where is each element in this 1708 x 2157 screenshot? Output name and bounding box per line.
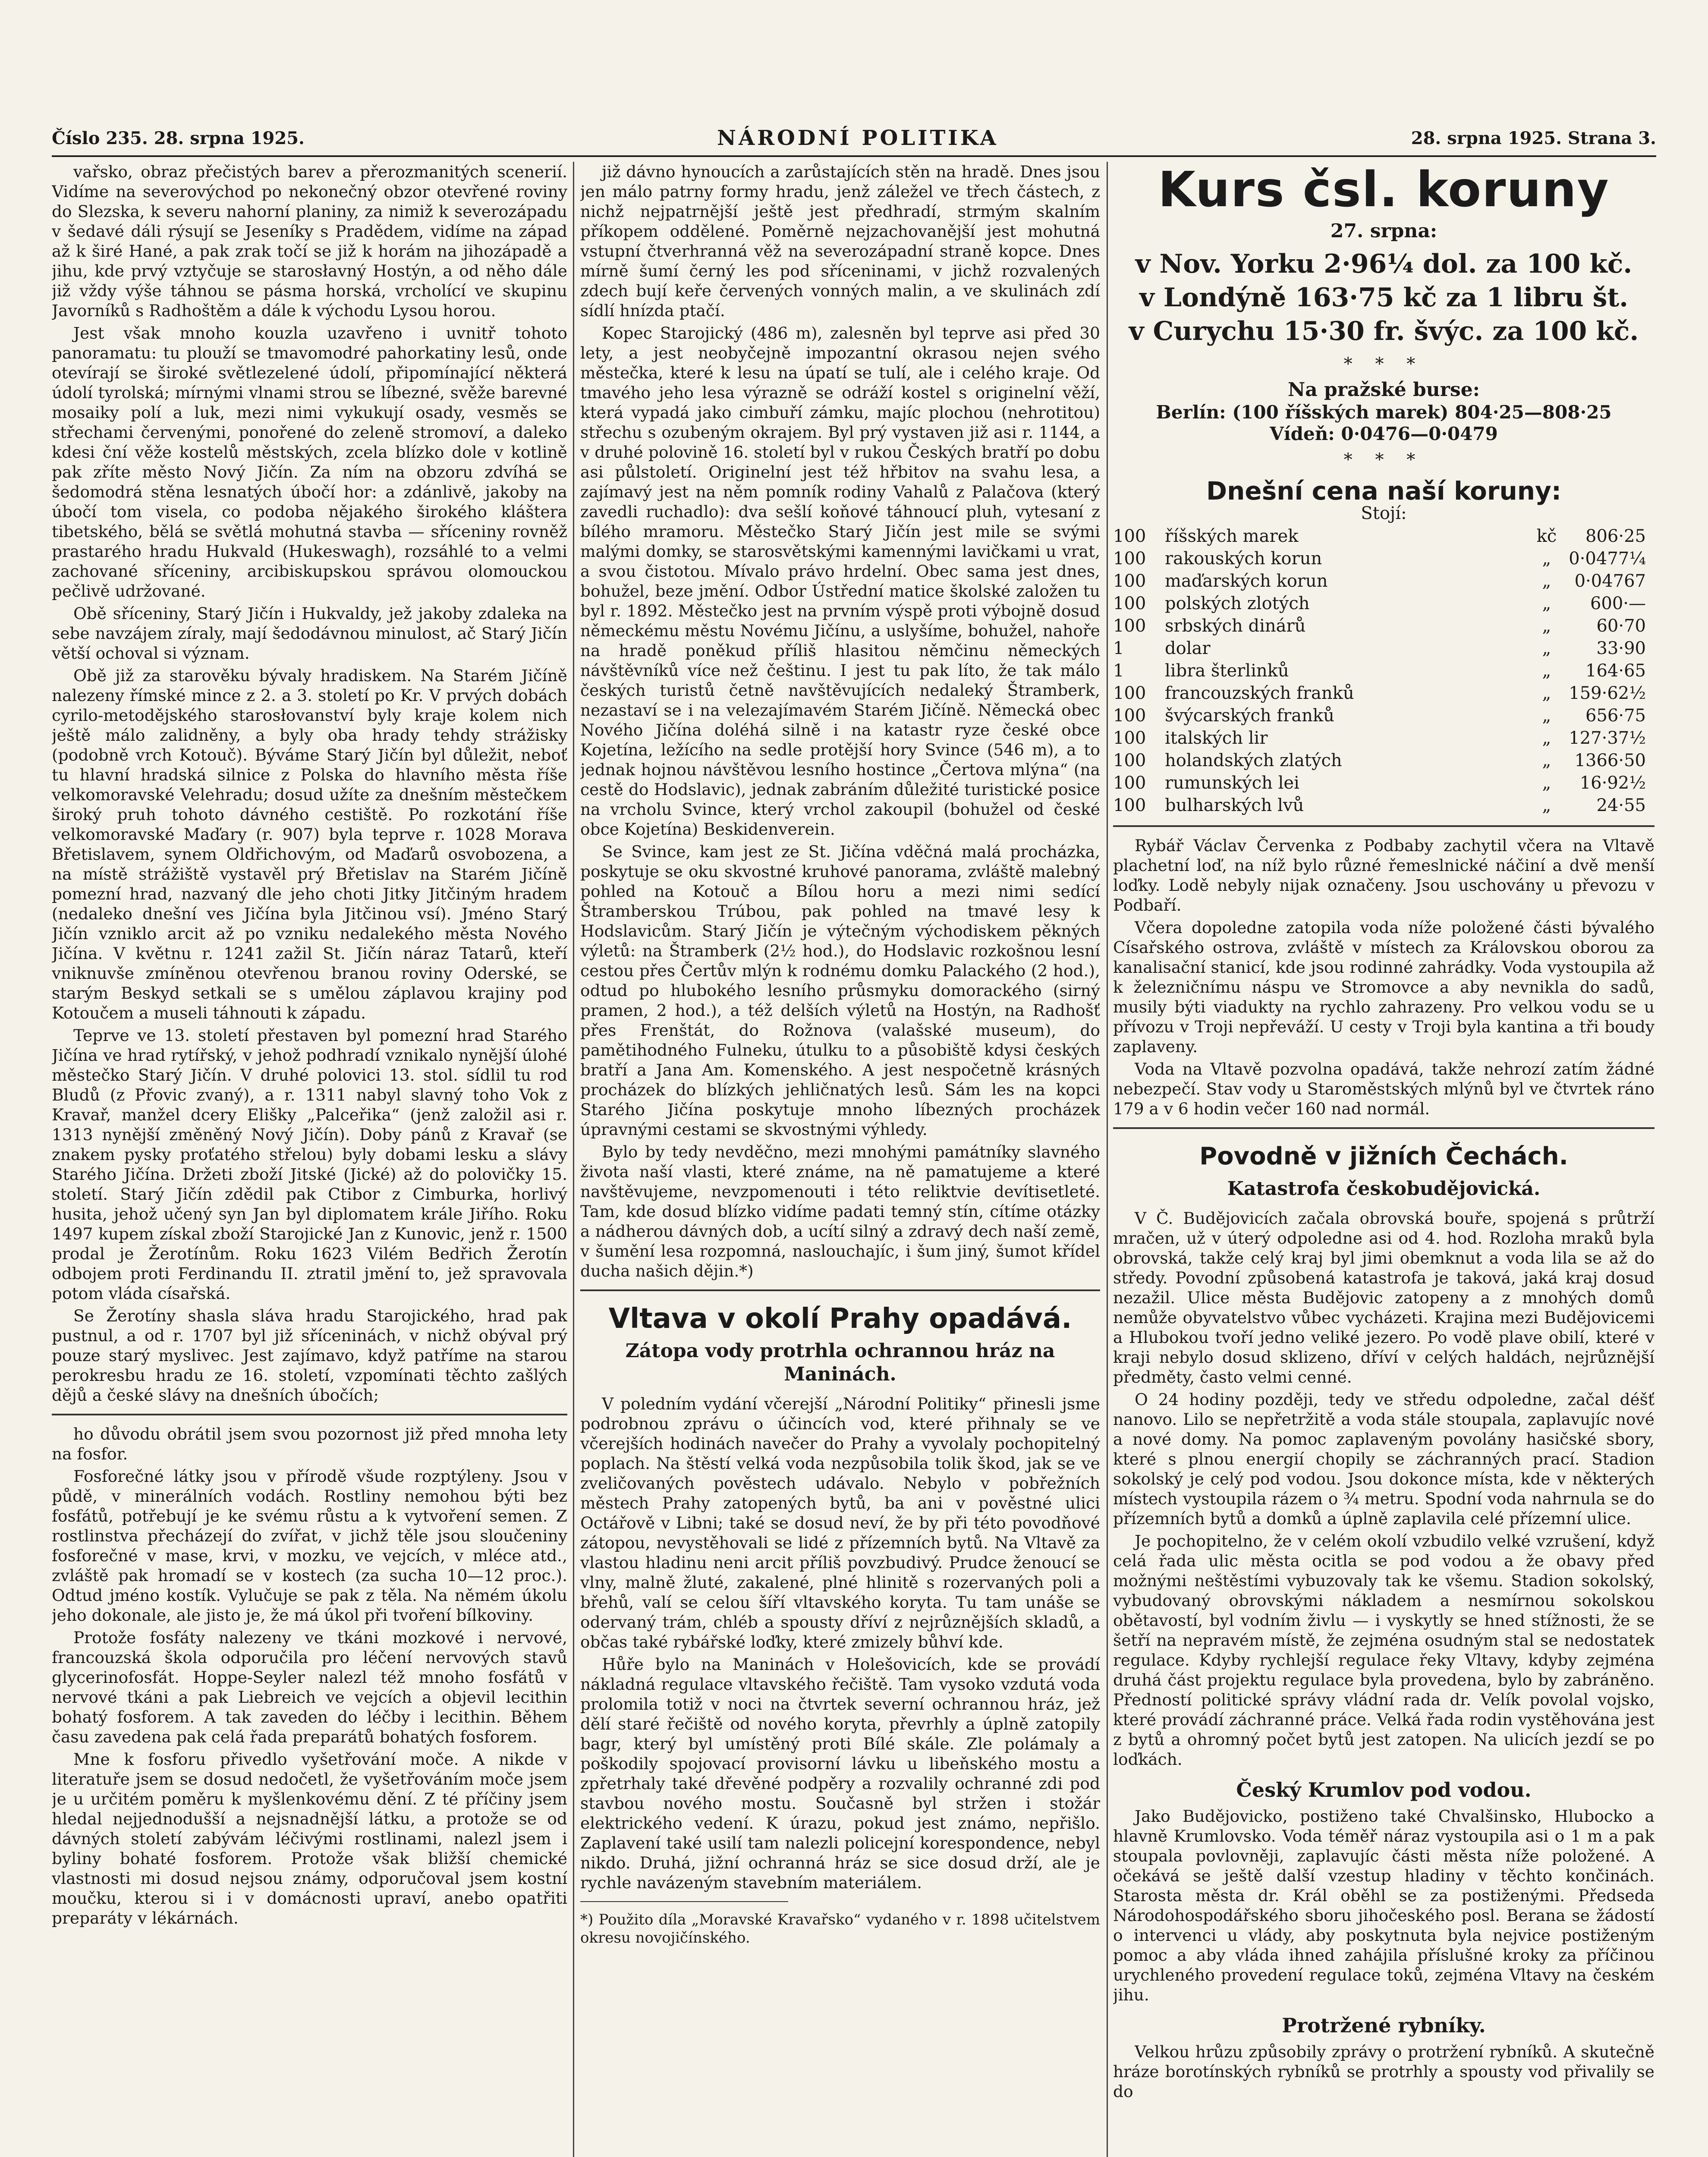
rate-price: 656·75 [1585, 706, 1646, 726]
rate-amount: 100 [1113, 549, 1146, 569]
rate-row [1113, 547, 1655, 570]
paragraph: již dávno hynoucích a zarůstajících stěn na hradě. Dnes jsou jen málo patrny formy hradu, jenž záležel ve třech částech, z nichž nejpatrnější ještě jest předhradí, strmým skalním příkopem oddělené. Poměrně nejzachovanější jest mohutná vstupní čtverhranná věž na severozápadní straně kopce. Dnes mírně šumí černý les pod sříceninami, v jichž rozvalených zdech bují keře červených vonných malin, a ve skulinách zdí sídlí hnízda ptačí. [580, 162, 1100, 320]
article-subtitle-jih: Katastrofa českobudějovická. [1227, 1178, 1541, 1200]
rate-price: 127·37½ [1569, 728, 1646, 748]
paragraph: V Č. Budějovicích začala obrovská bouře, spojená s průtrží mračen, už v úterý odpoledne asi od 4. hod. Rozloha mraků byla obrovská, takže celý kraj byl jimi obemknut a voda lila se až do středy. Povodní způsobená katastrofa je taková, jaká kraj dosud nezažil. Ulice města Budějovic zatopeny a z mnohých domů nemůže obyvatelstvo vůbec vycházeti. Krajina mezi Budějovicemi a Hlubokou tvoří jedno veliké jezero. Po vodě plave obilí, které v kraji nebylo dosud sklizeno, dříví v celých haldách, nejrůznější předměty, často velmi cenné. [1113, 1209, 1655, 1387]
rate-unit: „ [1542, 773, 1551, 793]
section-divider [580, 1289, 1100, 1291]
rate-unit: „ [1542, 616, 1551, 636]
rate-currency: italských lir [1165, 728, 1268, 748]
rate-price: 806·25 [1585, 526, 1646, 546]
page-header [52, 123, 1656, 153]
paragraph: Velkou hrůzu způsobily zprávy o protržení rybníků. A skutečně hráze borotínských rybníků se protrhly a spousty vod přivalily se do [1113, 2042, 1655, 2101]
rate-amount: 100 [1113, 796, 1146, 815]
section-head-krumlov: Český Krumlov pod vodou. [1236, 1778, 1532, 1802]
paragraph: V poledním vydání včerejší „Národní Politiky“ přinesli jsme podrobnou zprávu o účincích vod, které přihnaly se ve včerejších hodinách navečer do Prahy a vyvolaly pochopitelný poplach. Na štěstí velká voda nezpůsobila tolik škod, jak se ve zveličovaných pověstech udávalo. Nebylo v pobřežních městech Prahy zatopených bytů, ba ani v pověstné ulici Octářově v Libni; také se dosud neví, že by při této povodňové zátopou, nevystěhovali se lidé z přízemních bytů. Na Vltavě za vlastou hladinu neni arcit příliš povzbudivý. Prudce ženoucí se vlny, malně žluté, zakalené, plné hlinitě s rozervaných poli a břehů, valí se celou šíří vltavského koryta. Tu tam unáše se odervaný trám, chléb a spousty dříví z nejrůznějších skladů, a občas také rybářské loďky, které zmizely bůhví kde. [580, 1394, 1100, 1651]
rate-amount: 100 [1113, 773, 1146, 793]
paragraph: Jest však mnoho kouzla uzavřeno i uvnitř tohoto panoramatu: tu plouží se tmavomodré pahorkatiny lesů, onde otevírají se široké světlezelené údolí, připomínající některá údolí tyrolská; mírnými vlnami strou se líbezné, svěže barevné mosaiky polí a luk, mezi nimi vykukují osady, vesměs se střechami červenými, ponořené do zeleně stromoví, a daleko kdesi ční věže kostelů městských, zcela blízko dole v kotlině pak zříte město Nový Jičín. Za ním na obzoru zdvíhá se šedomodrá stěna lesnatých úbočí hor: a zdánlivě, jakoby na úbočí tom visela, co podoba nějakého širokého kláštera tibetského, bělá se světlá mohutná stavba — sříceniny rovněž prastarého hradu Hukvald (Hukeswagh), rozsáhlé to a velmi zachované sříceniny, arcibiskupskou správou olomouckou pečlivě udržované. [52, 324, 567, 601]
paragraph: Kopec Starojický (486 m), zalesněn byl teprve asi před 30 lety, a jest neobyčejně impozantní okrasou nejen svého městečka, které k lesu na úpatí se tulí, ale i celého kraje. Od tmavého jeho lesa výrazně se odráží kostel s originelní věží, která vypadá jako cimbuří zámku, majíc plochou (nehrotitou) střechu s ozubeným okrajem. Byl prý vystaven již asi r. 1144, a v druhé polovině 16. století byl v rukou Českých bratří po dobu asi půlstoletí. Originelní jest též hřbitov na svahu lesa, a zajímavý jest na něm pomník rodiny Vahalů z Palačova (který zavedli ruchadlo): dva sešlí koňové táhnoucí pluh, vytesaní z bílého mramoru. Městečko Starý Jičín jest mile se svými malými domky, se starosvětskými kamennými lavičkami u vrat, a svou čistotou. Mívalo právo hrdelní. Obec sama jest dnes, bohužel, beze jmění. Odbor Ústřední matice školské založen tu byl r. 1892. Městečko jest na prvním výspě proti výbojně dosud německému městu Novému Jičínu, a uslyšíme, bohužel, nahoře na hradě poněkud příliš hlasitou němčinu německých návštěvníků více než češtinu. I jest tu pak líto, že tak málo českých turistů četně navštěvujících nedaleký Štramberk, nezastaví se i na velezajímavém Starém Jičíně. Německá obec Nového Jičína doléhá silně i na katastr ryze české obce Kojetína, ležícího na sedle protější hory Svince (546 m), a to jednak hojnou návštěvou lesního hostince „Čertova mlýna“ (na cestě do Hodslavic), jednak zabráním důležité turistické posice na vrcholu Svince, který vrchol zakoupil (bohužel od české obce Kojetína) Beskidenverein. [580, 324, 1100, 839]
paragraph: Mne k fosforu přivedlo vyšetřování moče. A nikde v literatuře jsem se dosud nedočetl, že vyšetřováním moče jsem je u určitém poměru k myšlenkovému dění. Z té příčiny jsem hledal nejjednodušší a nejsnadnější látku, a protože se od dávných století zabývám léčivými rostlinami, nalezl jsem i byliny bohaté fosforem. Protože však bližší chemické vlastnosti mi dosud nejsou známy, odporučoval jsem kostní moučku, kterou si i v domácnosti upraví, anebo opatřiti preparáty v lékárnách. [52, 1750, 567, 1927]
rate-row [1113, 615, 1655, 637]
paragraph: Je pochopitelno, že v celém okolí vzbudilo velké vzrušení, když celá řada ulic města ocitla se pod vodou a že obavy před možnými neštěstími vybuzovaly tak ke všemu. Stadion sokolský, vybudovaný obrovskými nákladem a nesmírnou sokolskou obětavostí, byl vodním živlu — i vyskytly se hned stížnosti, že se šetří na nepravém místě, že zejména osudným stal se nedostatek regulace. Kdyby rychlejší regulace řeky Vltavy, kdyby zejména druhá část projektu regulace byla provedena, bylo by zabráněno. Předností politické správy vládní rada dr. Velík povolal vojsko, které provádí záchranné práce. Velká řada rodin vystěhována jest z bytů a ohromný počet bytů jest zatopen. Na ulicích jezdí se po loďkách. [1113, 1531, 1655, 1769]
rate-row [1113, 704, 1655, 727]
rate-currency: švýcarských franků [1165, 706, 1334, 726]
paragraph: Jako Budějovicko, postiženo také Chvalšinsko, Hlubocko a hlavně Krumlovsko. Voda téměř náraz vystoupila asi o 1 m a pak stoupala povlovněji, zaplavujíc části města níže položené. A očekává se ještě další vzestup hladiny v těchto končinách. Starosta města dr. Král oběhl se za postiženými. Předseda Národohospodářského sboru jihočeského posl. Berana se žádostí o intervenci u vlády, aby poskytnuta byla nejvice postiženým pomoc a aby vláda ihned zahájila příslušné kroky za příčinou urychleného provedení regulace toků, zejména Vltavy na českém jihu. [1113, 1807, 1655, 2004]
section-divider [1113, 1127, 1655, 1129]
rate-unit: „ [1542, 571, 1551, 591]
rate-amount: 100 [1113, 616, 1146, 636]
rate-price: 33·90 [1596, 638, 1646, 658]
bourse-heading: Na pražské burse: [1287, 379, 1480, 401]
footnote-divider [580, 1901, 788, 1902]
column-2 [580, 162, 1100, 2157]
bourse-vienna: Vídeň: 0·0476—0·0479 [1270, 423, 1498, 444]
rates-table [1113, 525, 1655, 817]
rate-currency: holandských zlatých [1165, 751, 1342, 770]
paragraph: Hůře bylo na Maninách v Holešovicích, kde se provádí nákladná regulace vltavského řečiště. Tam vysoko vzdutá voda prolomila totiž v noci na čtvrtek severní ochrannou hráz, jež dělí staré řečiště od nového koryta, převrhly a úplně zatopily bagr, který byl umístěný proti Bílé skále. Zle polámaly a poškodily spojovací provisorní lávku u libeňského mostu a zpřetrhaly také dřevěné podpěry a rozvalily ochranné zdi pod stavbou nového mostu. Současně byl stržen i stožár elektrického vedení. K úrazu, pokud jest známo, nepřišlo. Zaplavení také usilí tam nalezli policejní korespondence, nebyl nikdo. Druhá, jižní ochranná hráz se sice dosud drží, ale je rychle navázeným stavebním materiálem. [580, 1655, 1100, 1892]
date-page-info: 28. srpna 1925. Strana 3. [1411, 128, 1656, 148]
paragraph: Se Žerotíny shasla sláva hradu Starojického, hrad pak pustnul, a od r. 1707 byl již sříceninách, v nichž obýval prý pouze starý myslivec. Jest zajímavo, když patříme na starou perokresbu hradu ze 16. století, vzpomínati těchto zašlých dějů a české slávy na dnešních úbočích; [52, 1306, 567, 1405]
rate-row [1113, 637, 1655, 660]
header-divider [52, 155, 1656, 157]
rate-currency: rumunských lei [1165, 773, 1299, 793]
rate-unit: „ [1542, 706, 1551, 726]
paragraph: Se Svince, kam jest ze St. Jičína vděčná malá procházka, poskytuje se oku skvostné kruhové panorama, zvláště malebný pohled na Kotouč a Bílou horu a mezi nimi sedící Štramberskou Trúbou, pak pohled na tmavé lesy k Hodslavicům. Starý Jičín je výtečným východiskem pěkných výletů: na Štramberk (2½ hod.), do Hodslavic rozkošnou lesní cestou přes Čertův mlýn k rodnému domku Palackého (2 hod.), odtud po hlubokého lesního průsmyku domorackého (sirný pramen, 2 hod.), a též delších výletů na Hostýn, na Radhošť přes Frenštát, do Rožnova (valašské museum), do pamětihodného Fulneku, útulku to a působiště kdysi českých bratří a Jana Am. Komenského. A jest nespočetně krásných procházek do blízkých jehličnatých lesů. Sám les na kopci Starého Jičína poskytuje mnoho líbezných procházek úpravnými cestami se skvostnými výhledy. [580, 842, 1100, 1139]
article-subtitle-vltava: Zátopa vody protrhla ochrannou hráz na Maninách. [625, 1340, 1055, 1385]
paragraph: Voda na Vltavě pozvolna opadává, takže nehrozí zatím žádné nebezpečí. Stav vody u Staroměstských mlýnů byl ve čtvrtek ráno 179 a v 6 hodin večer 160 nad normál. [1113, 1060, 1655, 1118]
kurs-zurich: v Curychu 15·30 fr. švýc. za 100 kč. [1129, 316, 1639, 346]
rate-currency: dolar [1165, 638, 1211, 658]
section-divider [52, 1414, 567, 1415]
rate-amount: 1 [1113, 661, 1124, 681]
rate-amount: 100 [1113, 683, 1146, 703]
rate-price: 159·62½ [1569, 683, 1646, 703]
paragraph: Teprve ve 13. století přestaven byl pomezní hrad Starého Jičína ve hrad rytířský, v jehož podhradí vznikalo nynější úlohé městečko Starý Jičín. V druhé polovici 13. stol. sídlil tu rod Bludů (z Přovic zvaný), a r. 1311 nabyl slavný toho Vok z Kravař, manžel dcery Elišky „Palceřika“ (jenž založil asi r. 1313 nynější změněný Nový Jičín). Doby pánů z Kravař (se znakem pysky proťatého střelou) byly dobami lesku a slávy Starého Jičína. Držeti zboží Jitské (Jické) až do polovičky 15. století. Starý Jičín zdědil pak Ctibor z Cimburka, horlivý husita, jehož učený syn Jan byl diplomatem krále Jiřího. Roku 1497 kupem získal zboží Starojické Jan z Kunovic, jenž r. 1500 prodal je Žerotínům. Roku 1623 Vilém Bedřich Žerotín odbojem proti Ferdinandu II. ztratil jmění to, jež spravovala potom vláda císařská. [52, 1026, 567, 1303]
paragraph: Bylo by tedy nevděčno, mezi mnohými památníky slavného života naší vlasti, které známe, na ně pamatujeme a které navštěvujeme, nevzpomenouti i této reliktvie devítisetleté. Tam, kde dosud blízko vidíme padati temný stín, cítíme otázky a nádherou dávných dob, a ucítí silný a zdravý dech naší země, v šumění lesa rozpomná, naslouchajíc, i šum jiný, šumot křídel ducha našich dějin.*) [580, 1142, 1100, 1280]
section-head-rybniky: Protržené rybníky. [1282, 2014, 1486, 2037]
rate-unit: „ [1542, 594, 1551, 613]
rate-currency: libra šterlinků [1165, 661, 1289, 681]
rate-unit: „ [1542, 661, 1551, 681]
rate-currency: bulharských lvů [1165, 796, 1304, 815]
rate-amount: 100 [1113, 571, 1146, 591]
bourse-berlin: Berlín: (100 říšských marek) 804·25—808·25 [1156, 402, 1612, 423]
paragraph: vařsko, obraz přečistých barev a přerozmanitých scenerií. Vidíme na severovýchod po nekonečný obzor otevřené roviny do Slezska, k severu nahorní planiny, za nimiž k severozápadu v šedavé dáli rýsují se Jeseníky s Pradědem, vidíme na západ až k širé Hané, a pak zrak točí se již k horám na jihozápadě a jihu, kde prvý vztyčuje se starosłavný Hostýn, a od něho dále již vždy výše táhnou se pásma horská, vrcholící ve skupinu Javorníků s Radhoštěm a dále k východu Lysou horou. [52, 162, 567, 320]
rate-unit: „ [1542, 796, 1551, 815]
rate-unit: „ [1542, 638, 1551, 658]
column-3 [1113, 162, 1655, 2157]
section-divider [1113, 825, 1655, 827]
rate-row [1113, 749, 1655, 772]
column-1 [52, 162, 567, 2157]
column-divider [1107, 162, 1108, 2157]
rate-row [1113, 592, 1655, 615]
rate-price: 164·65 [1585, 661, 1646, 681]
rate-currency: rakouských korun [1165, 549, 1322, 569]
rate-currency: maďarských korun [1165, 571, 1328, 591]
rate-unit: „ [1542, 728, 1551, 748]
rate-row [1113, 570, 1655, 592]
column-divider [573, 162, 574, 2157]
cena-title: Dnešní cena naší koruny: [1206, 476, 1562, 506]
separator-stars: * * * [1343, 354, 1424, 374]
rate-amount: 100 [1113, 526, 1146, 546]
paragraph: ho důvodu obrátil jsem svou pozornost již před mnoha lety na fosfor. [52, 1424, 567, 1463]
rate-row [1113, 772, 1655, 794]
rate-amount: 100 [1113, 751, 1146, 770]
paragraph: Včera dopoledne zatopila voda níže položené části bývalého Císařského ostrova, zvláště v místech za Královskou oborou za kanalisační stanicí, kde jsou rodinné zahrádky. Voda vystoupila až k železničnímu náspu ve Stromovce a aby nevnikla do sadů, musily býti viadukty na rychlo zahrazeny. Pro velkou vodu se u přívozu v Troji nepřeváží. U cesty v Troji byla kantina a tři boudy zaplaveny. [1113, 918, 1655, 1056]
paragraph: Fosforečné látky jsou v přírodě všude rozptýleny. Jsou v půdě, v minerálních vodách. Rostliny nemohou býti bez fosfátů, potřebují je ke svému růstu a k vytvoření semen. Z rostlinstva přecházejí do zvířat, v jichž těle jsou sloučeniny fosforečné v mase, krvi, v mozku, ve vejcích, v mléce atd., zvláště pak hromadí se v kostech (za sucha 10—12 proc.). Odtud jméno kostík. Vylučuje se pak z těla. Na němém úkolu jeho dokonale, ale jisto je, že má úkol při tvoření bílkoviny. [52, 1467, 567, 1625]
paragraph: O 24 hodiny později, tedy ve středu odpoledne, začal déšť nanovo. Lilo se nepřetržitě a voda stále stoupala, zaplavujíc nové a nové domy. Na pomoc zaplaveným povolány hasičské sbory, které s plnou energií chopily se záchranných prací. Stadion sokolský je celý pod vodou. Jsou dokonce místa, kde v některých místech vystoupila rázem o ¾ metru. Spodní voda nahrnula se do přízemních bytů a domků a úplně zaplavila celé přízemní ulice. [1113, 1390, 1655, 1528]
rate-unit: kč [1536, 526, 1557, 546]
rate-amount: 1 [1113, 638, 1124, 658]
paragraph: Obě sříceniny, Starý Jičín i Hukvaldy, jež jakoby zdaleka na sebe navzájem zíraly, mají šedodávnou minulost, ač Starý Jičín větší ochoval si význam. [52, 604, 567, 663]
rate-price: 16·92½ [1579, 773, 1646, 793]
rate-price: 24·55 [1596, 796, 1646, 815]
rate-price: 1366·50 [1574, 751, 1646, 770]
paragraph: Protože fosfáty nalezeny ve tkáni mozkové i nervové, francouzská škola odporučila pro léčení nervových stavů glycerinofosfát. Hoppe-Seyler nalezl též mnoho fosfátů v nervové tkáni a pak Liebreich ve vejcích a objevil lecithin bohatý fosforem. A tak zaveden do léčby i lecithin. Během času zavedena pak celá řada preparátů bohatých fosforem. [52, 1628, 567, 1746]
rate-price: 60·70 [1596, 616, 1646, 636]
rate-amount: 100 [1113, 706, 1146, 726]
rate-row [1113, 727, 1655, 749]
rate-price: 600·— [1590, 594, 1646, 613]
masthead: NÁRODNÍ POLITIKA [717, 126, 999, 150]
rate-row [1113, 660, 1655, 682]
kurs-newyork: v Nov. Yorku 2·96¼ dol. za 100 kč. [1135, 249, 1633, 279]
rate-amount: 100 [1113, 728, 1146, 748]
rate-currency: srbských dinárů [1165, 616, 1306, 636]
paragraph: Rybář Václav Červenka z Podbaby zachytil včera na Vltavě plachetní loď, na níž bylo různé řemeslnické náčiní a dvě menší loďky. Lodě nebyly nijak označeny. Jsou uschovány u převozu v Podbaří. [1113, 836, 1655, 915]
rate-currency: polských zlotých [1165, 594, 1310, 613]
separator-stars: * * * [1343, 450, 1424, 470]
rate-currency: říšských marek [1165, 526, 1299, 546]
rate-unit: „ [1542, 751, 1551, 770]
article-title-vltava: Vltava v okolí Prahy opadává. [608, 1303, 1072, 1335]
rate-amount: 100 [1113, 594, 1146, 613]
rate-price: 0·04767 [1574, 571, 1646, 591]
kurs-london: v Londýně 163·75 kč za 1 libru št. [1139, 283, 1629, 313]
footnote: *) Použito díla „Moravské Kravařsko“ vydaného v r. 1898 učitelstvem okresu novojičínského. [580, 1911, 1100, 1946]
rate-row [1113, 794, 1655, 817]
rate-row [1113, 525, 1655, 547]
issue-info: Číslo 235. 28. srpna 1925. [52, 128, 305, 148]
rate-row [1113, 682, 1655, 704]
rate-unit: „ [1542, 549, 1551, 569]
rate-currency: francouzských franků [1165, 683, 1354, 703]
cena-stoji: Stojí: [1361, 503, 1407, 523]
paragraph: Obě již za starověku bývaly hradiskem. Na Starém Jičíně nalezeny římské mince z 2. a 3. století po Kr. V prvých dobách cyrilo-metodějského starosłovanství byly kraje kolem nich ještě málo zalidněny, a byly oba hrady tehdy strážisky (podobně vrch Kotouč). Býváme Starý Jičín byl důležit, neboť tu hlavní hradská silnice z Polska do hlavního města říše velkomoravské Velehradu; dosud užíte za dnešním městečkem široký pruh tohoto dávného cestiště. Po rozkotání říše velkomoravské Maďary (r. 907) byla teprve r. 1028 Morava Břetislavem, synem Oldřichovým, od Maďarů osvobozena, a na místě strážiště vystavěl prý Břetislav na Starém Jičíně pomezní hrad, nazvaný dle jeho choti Jitky Jitčiným hradem (nedaleko dnešní ves Jičína byla Jitčinou vsí). Jméno Starý Jičín vzniklo arcit až po vzniku nedalekého města Nového Jičína. V květnu r. 1241 zažil St. Jičín náraz Tatarů, kteří vniknuvše zmíněnou otevřenou branou roviny Oderské, se starým Beskyd setkali se s umělou záplavou krajiny pod Kotoučem a museli táhnouti k západu. [52, 666, 567, 1022]
rate-unit: „ [1542, 683, 1551, 703]
rate-price: 0·0477¼ [1569, 549, 1646, 569]
article-title-jih: Povodně v jižních Čechách. [1199, 1142, 1568, 1170]
kurs-title: Kurs čsl. koruny [1158, 162, 1610, 218]
kurs-date: 27. srpna: [1330, 220, 1437, 242]
